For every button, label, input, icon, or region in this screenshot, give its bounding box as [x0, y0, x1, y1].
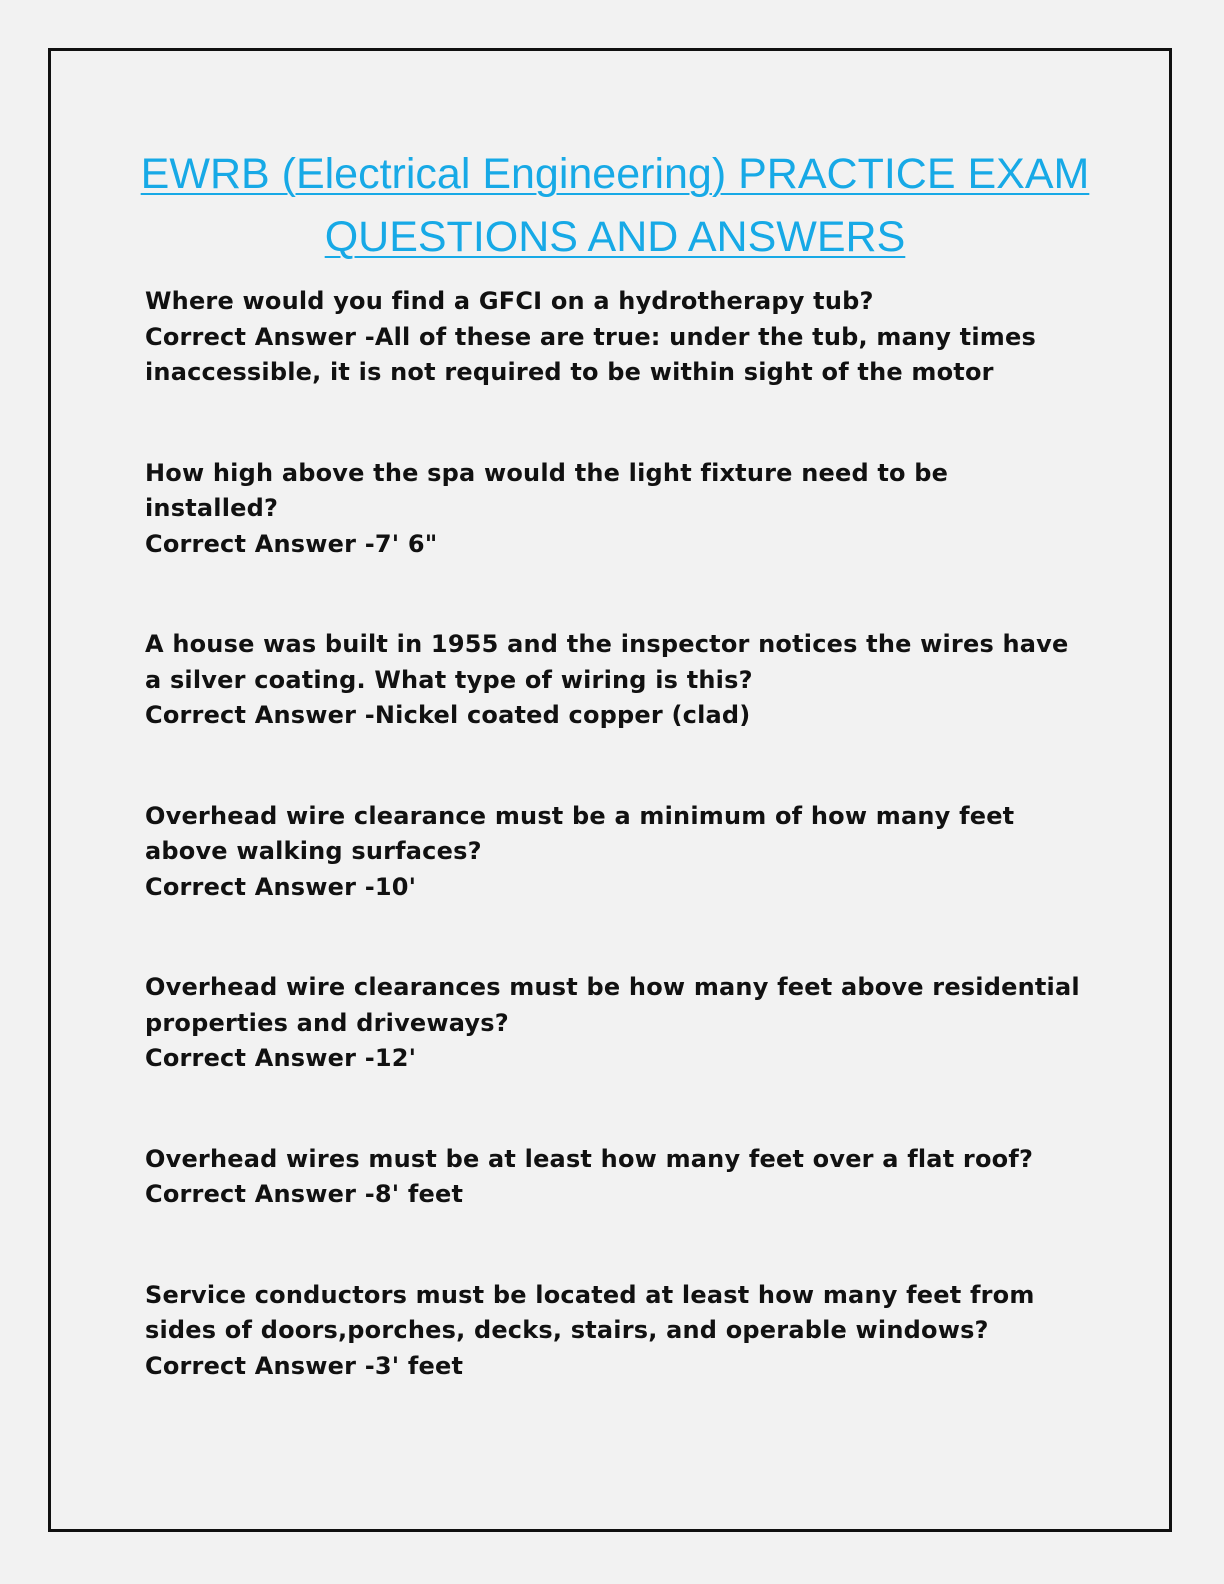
page-title: [60, 143, 1170, 269]
answer-text: Correct Answer -10': [145, 872, 417, 901]
qa-item: [145, 1142, 1085, 1213]
answer-text: Correct Answer -3' feet: [145, 1351, 464, 1380]
question-text: A house was built in 1955 and the inspector notices the wires have a silver coating. What type of wiring is this?: [145, 630, 1069, 694]
answer-text: Correct Answer -All of these are true: under the tub, many times inaccessible, it is not required to be within sight of the motor: [145, 322, 1036, 386]
qa-item: [145, 1278, 1085, 1385]
question-text: Where would you find a GFCI on a hydrotherapy tub?: [145, 287, 874, 315]
question-text: Overhead wire clearances must be how many feet above residential properties and driveways?: [145, 973, 1080, 1037]
answer-text: Correct Answer -Nickel coated copper (clad): [145, 701, 751, 729]
qa-item: [145, 627, 1085, 734]
qa-list: [145, 284, 1085, 1384]
question-text: Overhead wires must be at least how many feet over a flat roof?: [145, 1144, 1034, 1173]
answer-text: Correct Answer -8' feet: [145, 1180, 464, 1208]
question-text: How high above the spa would the light fixture need to be installed?: [145, 458, 949, 522]
qa-item: [145, 799, 1085, 906]
answer-text: Correct Answer -7' 6": [145, 529, 438, 558]
qa-item: [145, 284, 1085, 391]
qa-item: [145, 970, 1085, 1077]
title-line-1: EWRB (Electrical Engineering) PRACTICE EXAM: [140, 150, 1090, 198]
question-text: Service conductors must be located at least how many feet from sides of doors,porches, decks, stairs, and operable windows?: [145, 1280, 1035, 1344]
qa-item: [145, 456, 1085, 563]
answer-text: Correct Answer -12': [145, 1044, 417, 1072]
question-text: Overhead wire clearance must be a minimum of how many feet above walking surfaces?: [145, 801, 1015, 865]
title-line-2: QUESTIONS AND ANSWERS: [324, 213, 906, 261]
